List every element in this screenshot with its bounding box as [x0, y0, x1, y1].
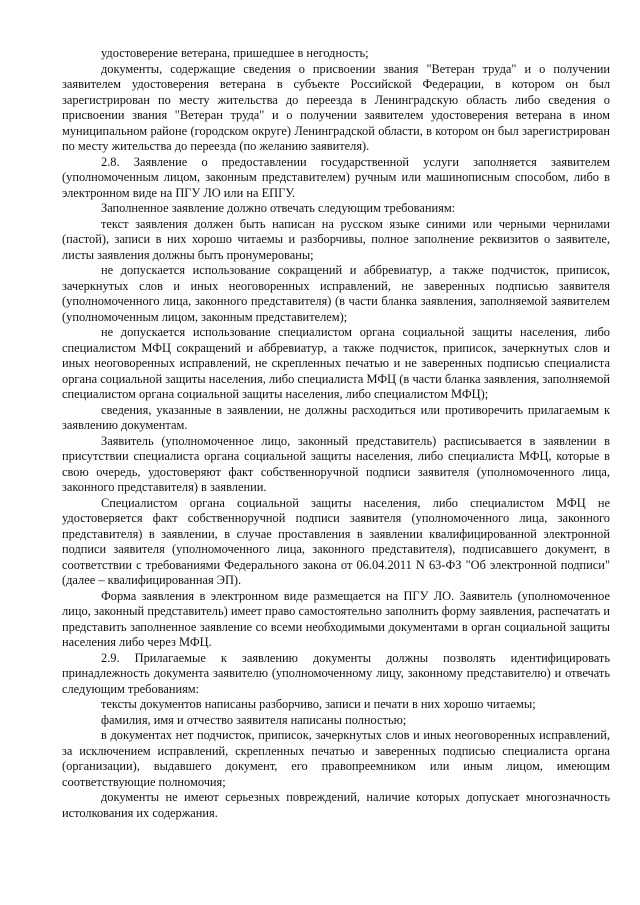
- paragraph-doc-requirement-full-name: фамилия, имя и отчество заявителя написаны полностью;: [101, 712, 407, 727]
- paragraph-electronic-signature: Специалистом органа социальной защиты населения, либо специалистом МФЦ не удостоверяется факт собственноручной подписи заявителя (уполномоченного лица, законного представителя) в заявлении, в случае проставления в заявлении квалифицированной электронной подписи заявителя (уполномоченного лица, законного представителя), подписавшего документ, в соответствии с требованиями Федерального закона от 06.04.2011 N 63-ФЗ "Об электронной подписи" (далее – квалифицированная ЭП).: [62, 495, 610, 587]
- paragraph-electronic-form: Форма заявления в электронном виде размещается на ПГУ ЛО. Заявитель (уполномоченное лицо, законный представитель) имеет право самостоятельно заполнить форму заявления, распечатать и представить заполненное заявление со всеми необходимыми документами в орган социальной защиты населения либо через МФЦ.: [62, 588, 610, 649]
- paragraph-veteran-certificate-damaged: удостоверение ветерана, пришедшее в негодность;: [101, 46, 369, 60]
- paragraph-requirement-consistency: сведения, указанные в заявлении, не должны расходиться или противоречить прилагаемым к заявлению документам.: [62, 402, 610, 432]
- paragraph-2-8-application-filling: 2.8. Заявление о предоставлении государственной услуги заполняется заявителем (уполномоченным лицом, законным представителем) ручным или машинописным способом, либо в электронном виде на ПГУ ЛО или на ЕПГУ.: [62, 154, 610, 200]
- paragraph-requirements-intro: Заполненное заявление должно отвечать следующим требованиям:: [101, 201, 456, 215]
- paragraph-doc-requirement-legible: тексты документов написаны разборчиво, записи и печати в них хорошо читаемы;: [101, 697, 536, 711]
- paragraph-2-9-attached-documents: 2.9. Прилагаемые к заявлению документы должны позволять идентифицировать принадлежность документа заявителю (уполномоченному лицу, законному представителю) и отвечать следующим требованиям:: [62, 650, 610, 696]
- paragraph-requirement-text-language: текст заявления должен быть написан на русском языке синими или черными чернилами (пастой), записи в них хорошо читаемы и разборчивы, полное заполнение реквизитов о заявителе, листы заявления должны быть пронумерованы;: [62, 216, 610, 262]
- paragraph-requirement-no-abbreviations-specialist: не допускается использование специалистом органа социальной защиты населения, либо специалистом МФЦ сокращений и аббревиатур, а также подчисток, приписок, зачеркнутых слов и иных неоговоренных исправлений, не скрепленных печатью и не заверенных подписью специалиста органа социальной защиты населения, либо специалиста МФЦ (в части бланка заявления, заполняемой специалистом органа социальной защиты населения, либо специалистом МФЦ);: [62, 325, 610, 401]
- paragraph-applicant-signature: Заявитель (уполномоченное лицо, законный представитель) расписывается в заявлении в присутствии специалиста органа социальной защиты населения, либо специалиста МФЦ, которые в свою очередь, удостоверяют факт собственноручной подписи заявителя (уполномоченного лица, законного представителя) в заявлении.: [62, 433, 610, 494]
- paragraph-doc-requirement-no-damage: документы не имеют серьезных повреждений, наличие которых допускает многозначность истолкования их содержания.: [62, 790, 610, 820]
- paragraph-requirement-no-abbreviations-applicant: не допускается использование сокращений и аббревиатур, а также подчисток, приписок, зачеркнутых слов и иных неоговоренных исправлений, не заверенных подписью заявителя (уполномоченного лица, законного представителя) (в части бланка заявления, заполняемой заявителем (уполномоченным лицом, законным представителем);: [62, 263, 610, 324]
- paragraph-doc-requirement-no-corrections: в документах нет подчисток, приписок, зачеркнутых слов и иных неоговоренных исправлений, за исключением исправлений, скрепленных печатью и заверенных подписью специалиста органа (организации), выдавшего документ, его правопреемником или иным лицом, имеющим соответствующие полномочия;: [62, 728, 610, 789]
- paragraph-veteran-title-documents: документы, содержащие сведения о присвоении звания "Ветеран труда" и о получении заявителем удостоверения ветерана в субъекте Российской Федерации, в котором он был зарегистрирован по месту жительства до переезда в Ленинградскую область либо сведения о присвоении звания "Ветеран труда" и о получении заявителем удостоверения ветерана в ином муниципальном районе (городском округе) Ленинградской области, в котором он был зарегистрирован по месту жительства до переезда (по желанию заявителя).: [62, 61, 610, 153]
- document-page: [62, 46, 610, 821]
